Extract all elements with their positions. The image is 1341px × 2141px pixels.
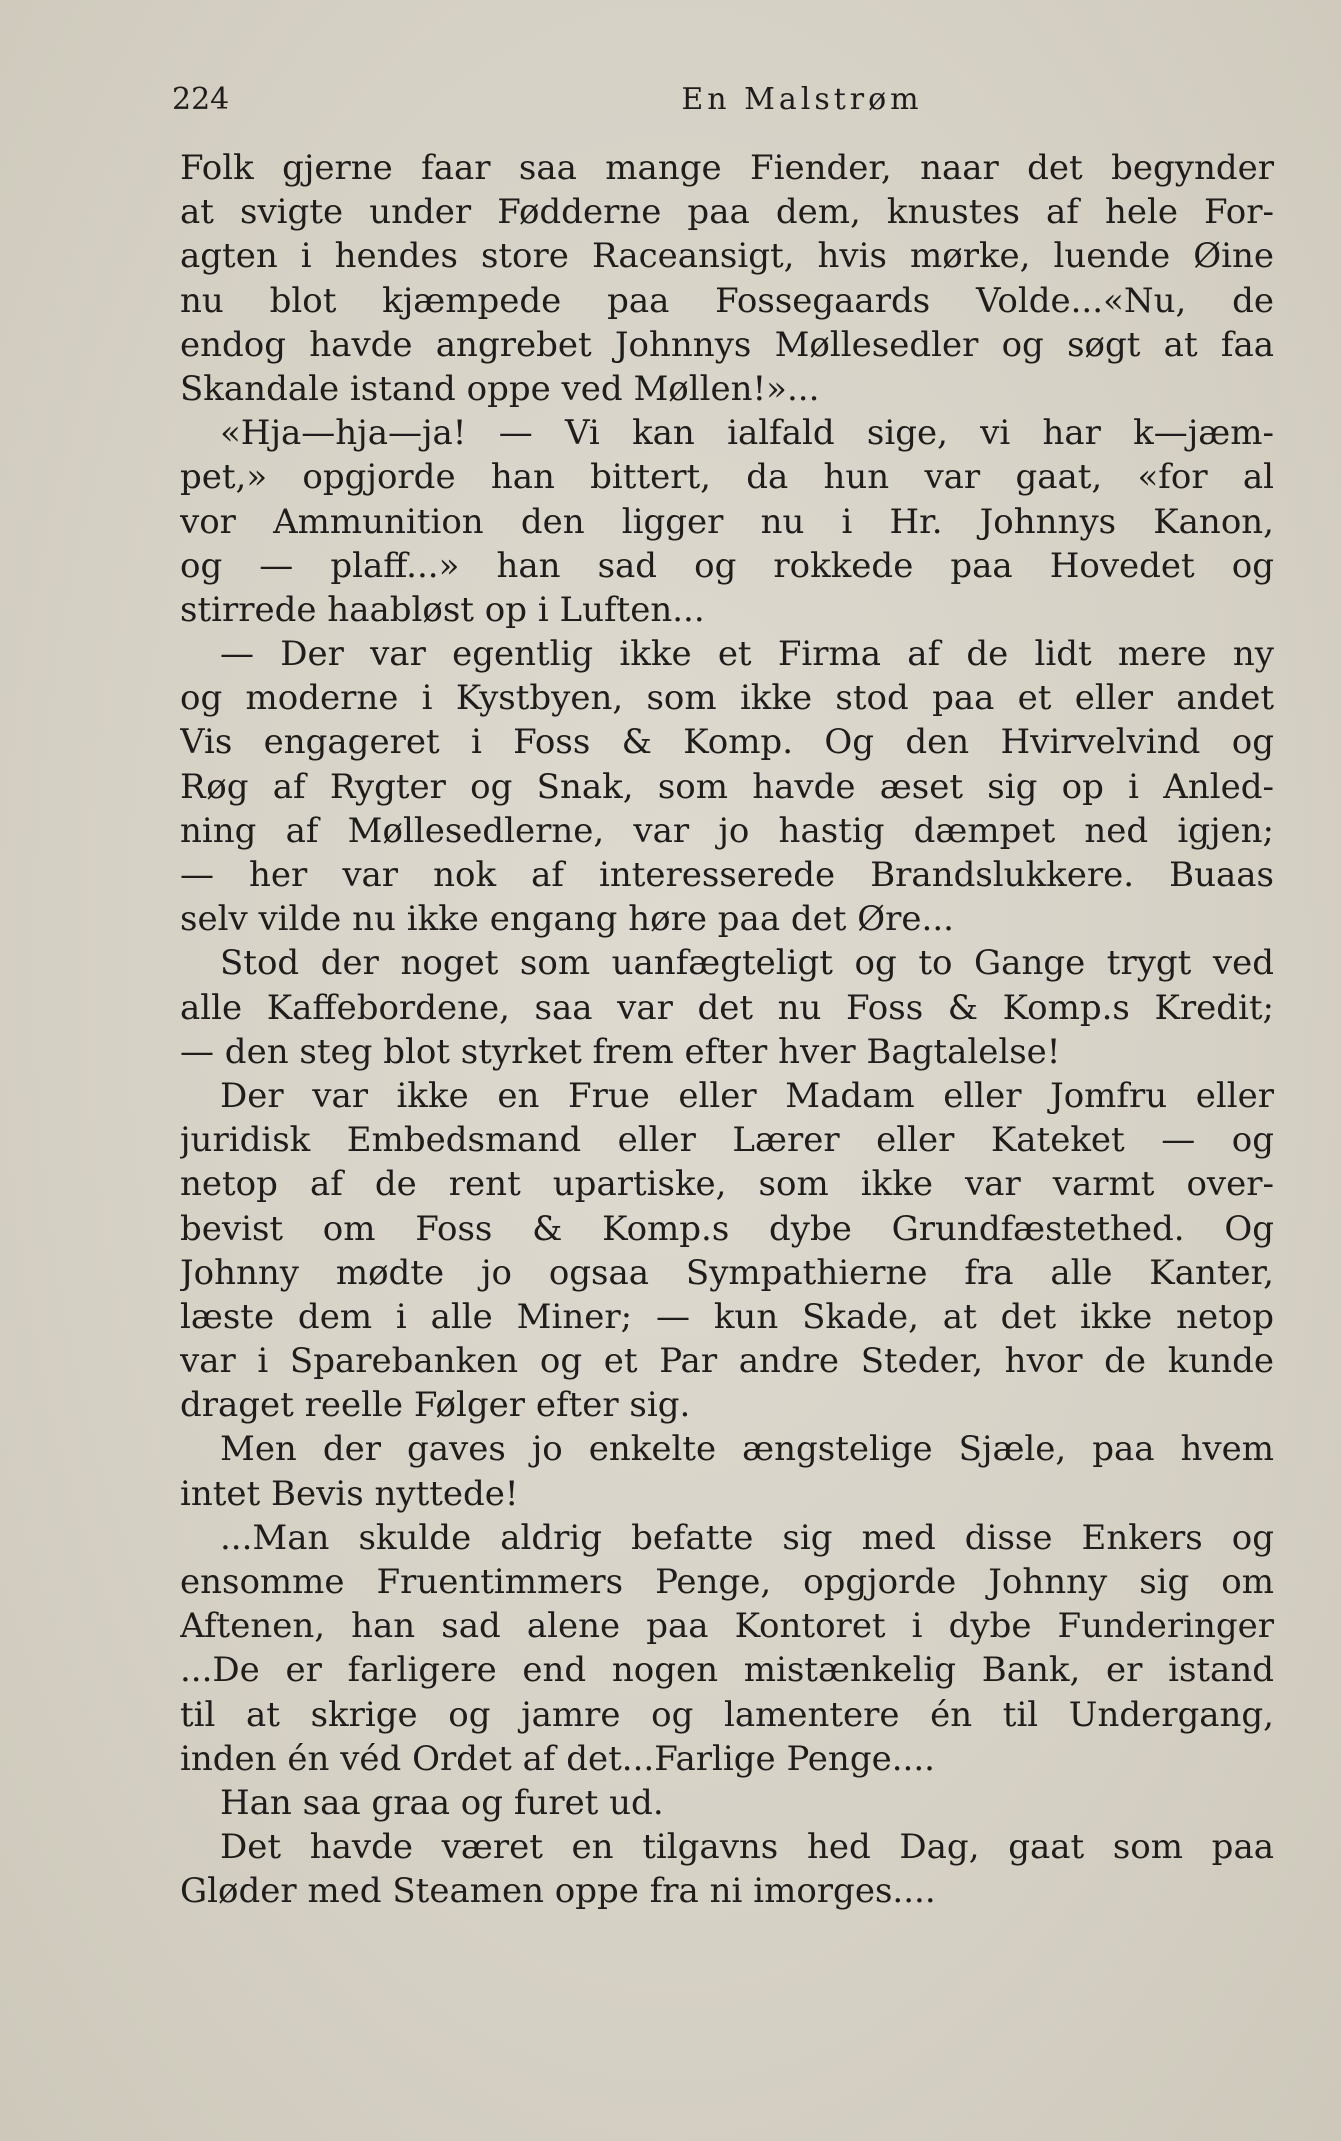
text-line: Gløder med Steamen oppe fra ni imorges.... xyxy=(180,1871,936,1912)
text-line: Det havde været en tilgavns hed Dag, gaat som paa xyxy=(220,1827,1274,1868)
text-line: netop af de rent upartiske, som ikke var varmt over- xyxy=(180,1164,1274,1205)
text-line: Der var ikke en Frue eller Madam eller Jomfru eller xyxy=(220,1075,1274,1116)
text-line: og moderne i Kystbyen, som ikke stod paa et eller andet xyxy=(180,678,1274,719)
running-head xyxy=(172,80,1272,120)
text-line: intet Bevis nyttede! xyxy=(180,1473,519,1514)
text-line: selv vilde nu ikke engang høre paa det Øre... xyxy=(180,899,954,940)
text-line: Røg af Rygter og Snak, som havde æset sig op i Anled- xyxy=(180,766,1274,807)
text-line: ...Man skulde aldrig befatte sig med disse Enkers og xyxy=(220,1517,1274,1558)
text-line: Vis engageret i Foss & Komp. Og den Hvirvelvind og xyxy=(180,722,1274,763)
text-line: draget reelle Følger efter sig. xyxy=(180,1385,691,1426)
text-line: ...De er farligere end nogen mistænkelig Bank, er istand xyxy=(180,1650,1274,1691)
text-line: Johnny mødte jo ogsaa Sympathierne fra alle Kanter, xyxy=(180,1252,1274,1293)
text-line: til at skrige og jamre og lamentere én til Undergang, xyxy=(180,1694,1274,1735)
text-line: var i Sparebanken og et Par andre Steder, hvor de kunde xyxy=(180,1341,1274,1382)
text-line: læste dem i alle Miner; — kun Skade, at det ikke netop xyxy=(180,1296,1274,1337)
text-line: Han saa graa og furet ud. xyxy=(220,1782,664,1823)
text-line: Folk gjerne faar saa mange Fiender, naar det begynder xyxy=(180,148,1274,188)
text-line: juridisk Embedsmand eller Lærer eller Kateket — og xyxy=(180,1120,1274,1161)
text-line: — her var nok af interesserede Brandslukkere. Buaas xyxy=(180,855,1274,895)
text-line: Men der gaves jo enkelte ængstelige Sjæle, paa hvem xyxy=(220,1429,1274,1470)
text-line: — Der var egentlig ikke et Firma af de lidt mere ny xyxy=(220,634,1274,675)
text-line: «Hja—hja—ja! — Vi kan ialfald sige, vi har k—jæm- xyxy=(220,413,1274,454)
page-number: 224 xyxy=(172,82,230,117)
text-line: nu blot kjæmpede paa Fossegaards Volde...«Nu, de xyxy=(180,280,1274,321)
text-line: Stod der noget som uanfægteligt og to Gange trygt ved xyxy=(220,943,1274,984)
text-line: inden én véd Ordet af det...Farlige Penge.... xyxy=(180,1738,935,1779)
text-line: endog havde angrebet Johnnys Møllesedler og søgt at faa xyxy=(180,324,1274,365)
running-title: En Malstrøm xyxy=(681,82,923,117)
text-line: pet,» opgjorde han bittert, da hun var gaat, «for al xyxy=(180,457,1274,498)
text-line: bevist om Foss & Komp.s dybe Grundfæstethed. Og xyxy=(180,1208,1274,1249)
text-line: alle Kaffebordene, saa var det nu Foss & Komp.s Kredit; xyxy=(180,987,1274,1028)
text-line: vor Ammunition den ligger nu i Hr. Johnnys Kanon, xyxy=(180,501,1274,542)
text-line: Aftenen, han sad alene paa Kontoret i dybe Funderinger xyxy=(180,1606,1274,1647)
text-line: ning af Møllesedlerne, var jo hastig dæmpet ned igjen; xyxy=(180,810,1274,851)
text-line: — den steg blot styrket frem efter hver Bagtalelse! xyxy=(180,1031,1061,1072)
text-line: ensomme Fruentimmers Penge, opgjorde Johnny sig om xyxy=(180,1562,1274,1602)
text-line: Skandale istand oppe ved Møllen!»... xyxy=(180,368,820,409)
text-line: agten i hendes store Raceansigt, hvis mørke, luende Øine xyxy=(180,236,1274,277)
body-text xyxy=(180,146,1274,1914)
text-line: at svigte under Fødderne paa dem, knustes af hele For- xyxy=(180,192,1274,233)
text-line: stirrede haabløst op i Luften... xyxy=(180,589,705,630)
text-line: og — plaff...» han sad og rokkede paa Hovedet og xyxy=(180,545,1274,586)
